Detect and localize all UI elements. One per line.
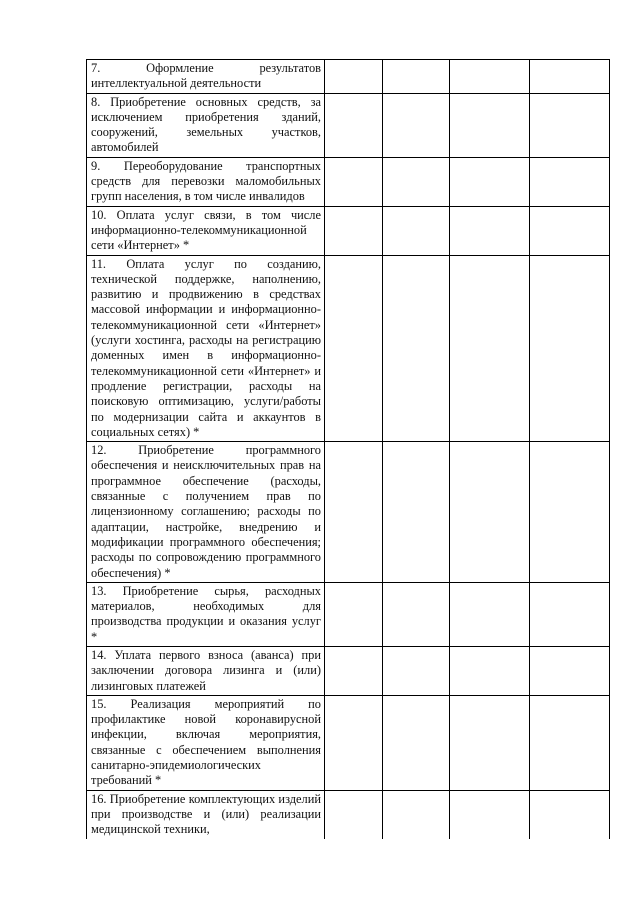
value-cell <box>530 582 610 646</box>
value-cell <box>450 442 530 583</box>
value-cell <box>325 206 383 255</box>
table-row <box>87 695 610 790</box>
value-cell <box>325 93 383 157</box>
value-cell <box>383 582 450 646</box>
table-row <box>87 582 610 646</box>
value-cell <box>450 93 530 157</box>
value-cell <box>325 60 383 94</box>
value-cell <box>383 255 450 442</box>
value-cell <box>383 60 450 94</box>
expenses-table <box>86 59 610 839</box>
value-cell <box>383 442 450 583</box>
value-cell <box>450 790 530 838</box>
table-row <box>87 93 610 157</box>
value-cell <box>383 790 450 838</box>
expense-item-cell: 14. Уплата первого взноса (аванса) при заключении договора лизинга и (или) лизинговых платежей <box>87 646 325 695</box>
value-cell <box>325 157 383 206</box>
expense-item-cell: 12. Приобретение программного обеспечения и неисключительных прав на программное обеспечение (расходы, связанные с получением прав по лицензионному соглашению; расходы по адаптации, настройке, внедрению и модификации программного обеспечения; расходы по сопровождению программного обеспечения) * <box>87 442 325 583</box>
table-row <box>87 442 610 583</box>
table-row <box>87 255 610 442</box>
value-cell <box>325 646 383 695</box>
value-cell <box>530 695 610 790</box>
value-cell <box>450 646 530 695</box>
expense-item-cell: 15. Реализация мероприятий по профилактике новой коронавирусной инфекции, включая мероприятия, связанные с обеспечением выполнения санитарно-эпидемиологических требований * <box>87 695 325 790</box>
value-cell <box>530 157 610 206</box>
table-row <box>87 60 610 94</box>
value-cell <box>383 157 450 206</box>
value-cell <box>530 206 610 255</box>
value-cell <box>325 582 383 646</box>
value-cell <box>530 60 610 94</box>
expense-item-cell: 7. Оформление результатов интеллектуальной деятельности <box>87 60 325 94</box>
value-cell <box>530 93 610 157</box>
value-cell <box>325 790 383 838</box>
expense-item-cell: 16. Приобретение комплектующих изделий при производстве и (или) реализации медицинской техники, <box>87 790 325 838</box>
value-cell <box>450 206 530 255</box>
value-cell <box>383 93 450 157</box>
value-cell <box>383 646 450 695</box>
value-cell <box>325 255 383 442</box>
value-cell <box>450 695 530 790</box>
value-cell <box>450 157 530 206</box>
value-cell <box>450 582 530 646</box>
expense-item-cell: 13. Приобретение сырья, расходных материалов, необходимых для производства продукции и оказания услуг * <box>87 582 325 646</box>
value-cell <box>530 790 610 838</box>
value-cell <box>530 442 610 583</box>
value-cell <box>450 255 530 442</box>
value-cell <box>325 695 383 790</box>
table-row <box>87 157 610 206</box>
value-cell <box>530 255 610 442</box>
value-cell <box>325 442 383 583</box>
value-cell <box>530 646 610 695</box>
table-row <box>87 206 610 255</box>
expense-item-cell: 11. Оплата услуг по созданию, технической поддержке, наполнению, развитию и продвижению в средствах массовой информации и информационно-телекоммуникационной сети «Интернет» (услуги хостинга, расходы на регистрацию доменных имен в информационно-телекоммуникационной сети «Интернет» и продление регистрации, расходы на поисковую оптимизацию, услуги/работы по модернизации сайта и аккаунтов в социальных сетях) * <box>87 255 325 442</box>
table-row <box>87 790 610 838</box>
value-cell <box>383 695 450 790</box>
value-cell <box>450 60 530 94</box>
table-row <box>87 646 610 695</box>
value-cell <box>383 206 450 255</box>
expense-item-cell: 9. Переоборудование транспортных средств для перевозки маломобильных групп населения, в том числе инвалидов <box>87 157 325 206</box>
expense-item-cell: 8. Приобретение основных средств, за исключением приобретения зданий, сооружений, земельных участков, автомобилей <box>87 93 325 157</box>
expense-item-cell: 10. Оплата услуг связи, в том числе информационно-телекоммуникационной сети «Интернет» * <box>87 206 325 255</box>
